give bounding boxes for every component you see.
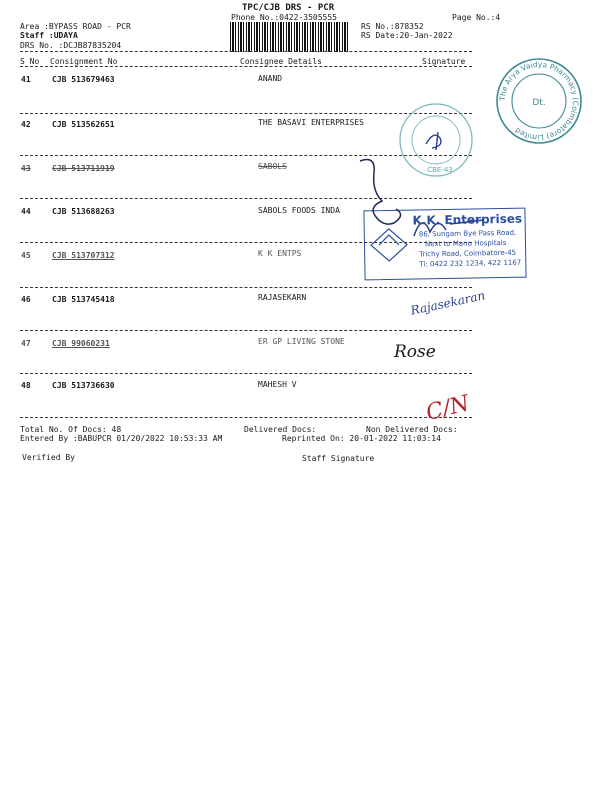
row-consignment: CJB 513688263 [52,207,115,216]
column-header-consignee: Consignee Details [240,57,322,66]
row-sno: 48 [21,381,31,390]
row-consignment: CJB 513736630 [52,381,115,390]
row-divider [20,330,472,331]
row-divider [20,287,472,288]
row-consignment: CJB 513711919 [52,164,115,173]
kk-stamp-name: K.K. Enterprises [412,211,523,228]
arya-vaidya-stamp-text: The Arya Vaidya Pharmacy (Coimbatore) Limited [497,59,581,143]
row-consignment: CJB 513679463 [52,75,115,84]
row-consignee: MAHESH V [258,380,297,389]
kk-stamp-phone: Ti: 0422 232 1234, 422 1167 [419,258,522,269]
page-number: Page No.:4 [452,13,501,22]
column-header-consignment: Consignment No [50,57,118,66]
document-title: TPC/CJB DRS - PCR [242,3,335,13]
phone-number: Phone No.:0422-3505555 [231,13,337,22]
row-sno: 41 [21,75,31,84]
row-sno: 47 [21,339,31,348]
row-sno: 45 [21,251,31,260]
row-divider [20,417,472,418]
barcode [230,22,350,52]
rs-date: RS Date:20-Jan-2022 [361,31,453,40]
delivered-docs: Delivered Docs: [244,425,317,434]
row-sno: 44 [21,207,31,216]
column-header-divider [20,66,472,67]
row-divider [20,373,472,374]
row-consignee: ER GP LIVING STONE [258,337,345,346]
total-docs: Total No. Of Docs: 48 [20,425,122,434]
row-consignment: CJB 513562651 [52,120,115,129]
non-delivered-docs: Non Delivered Docs: [366,425,458,434]
entered-by: Entered By :BABUPCR 01/20/2022 10:53:33 AM [20,434,223,443]
signature-rajasekaran: Rajasekaran [409,288,487,318]
arya-vaidya-stamp-branch: Dt. [532,98,546,108]
reprinted-on: Reprinted On: 20-01-2022 11:03:14 [282,434,441,443]
row-consignment: CJB 513745418 [52,295,115,304]
row-sno: 46 [21,295,31,304]
row-consignee: SABOLS [258,162,287,171]
verified-by: Verified By [22,453,75,462]
kk-stamp-address-3: Trichy Road, Coimbatore-45 [419,248,517,259]
row-consignee: K K ENTPS [258,249,302,258]
bracket-signature-mark [354,155,414,245]
row-consignee: THE BASAVI ENTERPRISES [258,118,364,127]
row-sno: 43 [21,164,31,173]
staff-signature: Staff Signature [302,454,375,463]
row-sno: 42 [21,120,31,129]
signature-rose: Rose [394,342,436,362]
header-divider [20,51,472,52]
area-label: Area :BYPASS ROAD - PCR [20,22,131,31]
arya-vaidya-stamp [494,56,584,146]
scribble-mark-44 [410,206,490,246]
row-consignment: CJB 99060231 [52,339,110,348]
row-consignment: CJB 513707312 [52,251,115,260]
row-consignee: SABOLS FOODS INDA [258,206,340,215]
kk-stamp-address-2: Next to Manu Hospitals [424,238,507,249]
handwritten-cn-note: C/N [423,391,472,426]
column-header-sno: S No [20,57,40,66]
row-consignee: RAJASEKARN [258,293,307,302]
basavi-stamp-text: CBE-43 [427,166,453,174]
staff-label: Staff :UDAYA [20,31,78,40]
column-header-signature: Signature [422,57,466,66]
kk-stamp-address-1: 86, Sungam Bye Pass Road, [418,228,517,239]
row-consignee: ANAND [258,74,283,83]
rs-number: RS No.:878352 [361,22,424,31]
drs-number: DRS No. :DCJB87835204 [20,41,122,50]
